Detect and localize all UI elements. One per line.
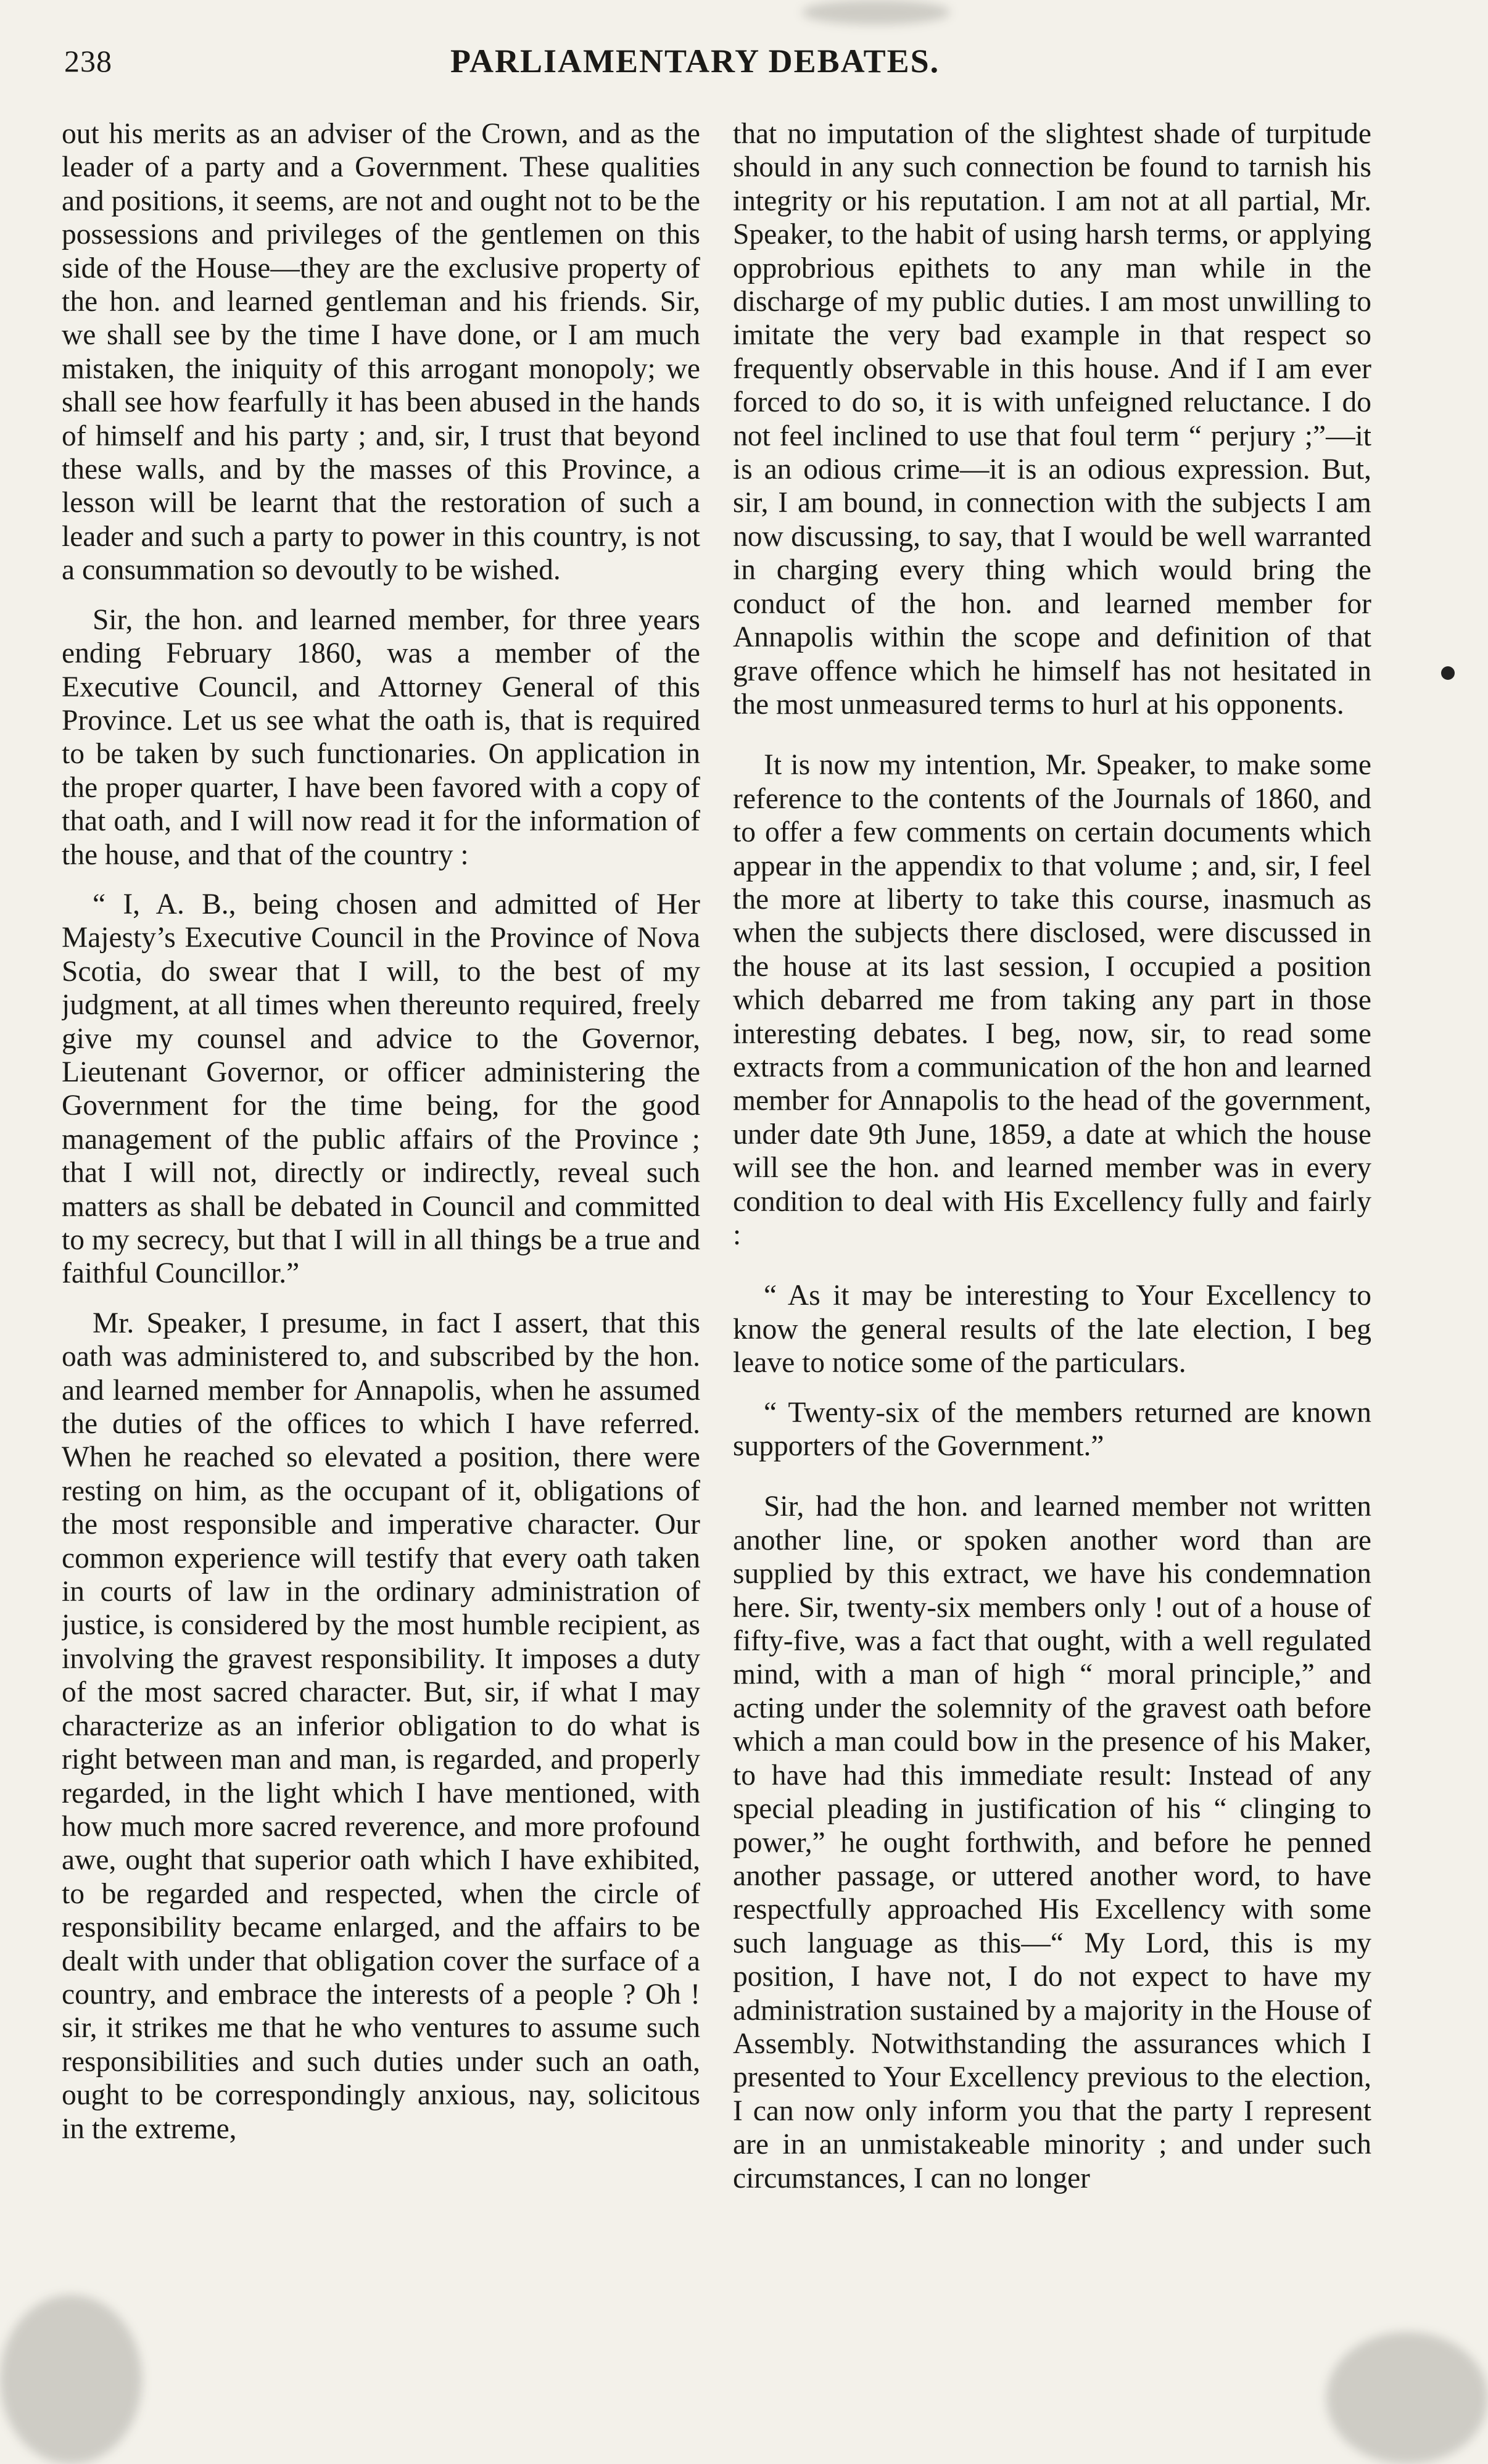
page-number: 238 — [64, 44, 112, 78]
running-title: PARLIAMENTARY DEBATES. — [450, 43, 940, 80]
paragraph: that no imputation of the slightest shade of turpitude should in any such connection be found to tarnish his integrity or his reputation. I am not at all partial, Mr. Speaker, to the habit of using harsh terms, or applying opprobrious epithets to any man while in the discharge of my public duties. I am most unwilling to imitate the very bad example in that respect so frequently observable in this house. And if I am ever forced to do so, it is with unfeigned reluctance. I do not feel inclined to use that foul term “ perjury ;”—it is an odious crime—it is an odious expression. But, sir, I am bound, in connection with the subjects I am now discussing, to say, that I would be well warranted in charging every thing which would bring the conduct of the hon. and learned member for Annapolis within the scope and definition of that grave offence which he himself has not hesitated in the most unmeasured terms to hurl at his opponents. — [733, 118, 1371, 721]
page-header — [62, 38, 1376, 94]
page-smudge — [802, 0, 950, 25]
left-column — [62, 117, 700, 2437]
paragraph: It is now my intention, Mr. Speaker, to make some reference to the contents of the Journals of 1860, and to offer a few comments on certain documents which appear in the appendix to that volume ; and, sir, I feel the more at liberty to take this course, inasmuch as when the subjects there disclosed, were discussed in the house at its last session, I occupied a position which debarred me from taking any part in those interesting debates. I beg, now, sir, to read some extracts from a communication of the hon and learned member for Annapolis to the head of the government, under date 9th June, 1859, a date at which the house will see the hon. and learned member was in every condition to deal with His Excellency fully and fairly : — [733, 749, 1371, 1251]
ink-speck — [1441, 666, 1455, 680]
page-smudge — [0, 2295, 142, 2464]
oath-quotation: “ I, A. B., being chosen and admitted of Her Majesty’s Executive Council in the Province of Nova Scotia, do swear that I will, to the best of my judgment, at all times when thereunto required, freely give my counsel and advice to the Governor, Lieutenant Governor, or officer administering the Government for the time being, for the good management of the public affairs of the Province ; that I will not, directly or indirectly, reveal such matters as shall be debated in Council and committed to my secrecy, but that I will in all things be a true and faithful Councillor.” — [62, 888, 700, 1290]
paragraph: Sir, the hon. and learned member, for three years ending February 1860, was a member of the Executive Council, and Attorney General of this Province. Let us see what the oath is, that is required to be taken by such functionaries. On application in the proper quarter, I have been favored with a copy of that oath, and I will now read it for the information of the house, and that of the country : — [62, 603, 700, 871]
paragraph: Mr. Speaker, I presume, in fact I assert, that this oath was administered to, and subscribed by the hon. and learned member for Annapolis, when he assumed the duties of the offices to which I have referred. When he reached so elevated a position, there were resting on him, as the occupant of it, obligations of the most responsible and imperative character. Our common experience will testify that every oath taken in courts of law in the ordinary administration of justice, is considered by the most humble recipient, as involving the gravest responsibility. It imposes a duty of the most sacred character. But, sir, if what I may characterize as an inferior obligation to do what is right between man and man, is regarded, and properly regarded, in the light which I have mentioned, with how much more sacred reverence, and more profound awe, ought that superior oath which I have exhibited, to be regarded and respected, when the circle of responsibility became enlarged, and the affairs to be dealt with under that obligation cover the surface of a country, and embrace the interests of a people ? Oh ! sir, it strikes me that he who ventures to assume such responsibilities and such duties under such an oath, ought to be correspondingly anxious, nay, solicitous in the extreme, — [62, 1307, 700, 2145]
letter-quotation: “ Twenty-six of the members returned are known supporters of the Government.” — [733, 1396, 1371, 1463]
letter-quotation: “ As it may be interesting to Your Excellency to know the general results of the late election, I beg leave to notice some of the particulars. — [733, 1280, 1371, 1379]
paragraph: Sir, had the hon. and learned member not written another line, or spoken another word than are supplied by this extract, we have his condemnation here. Sir, twenty-six members only ! out of a house of fifty-five, was a fact that ought, with a well regulated mind, with a man of high “ moral principle,” and acting under the solemnity of the gravest oath before which a man could bow in the presence of his Maker, to have had this immediate result: Instead of any special pleading in justification of his “ clinging to power,” he ought forthwith, and before he penned another passage, or uttered another word, to have respectfully approached His Excellency with some such language as this—“ My Lord, this is my position, I have not, I do not expect to have my administration sustained by a majority in the House of Assembly. Notwithstanding the assurances which I presented to Your Excellency previous to the election, I can now only inform you that the party I represent are in an unmistakeable minority ; and under such circumstances, I can no longer — [733, 1490, 1371, 2194]
page-smudge — [1326, 2332, 1488, 2464]
paragraph: out his merits as an adviser of the Crown, and as the leader of a party and a Government. These qualities and positions, it seems, are not and ought not to be the possessions and privileges of the gentlemen on this side of the House—they are the exclusive property of the hon. and learned gentleman and his friends. Sir, we shall see by the time I have done, or I am much mistaken, the iniquity of this arrogant monopoly; we shall see how fearfully it has been abused in the hands of himself and his party ; and, sir, I trust that beyond these walls, and by the masses of this Province, a lesson will be learnt that the restoration of such a leader and such a party to power in this country, is not a consummation so devoutly to be wished. — [62, 118, 700, 587]
right-column — [733, 117, 1371, 2437]
